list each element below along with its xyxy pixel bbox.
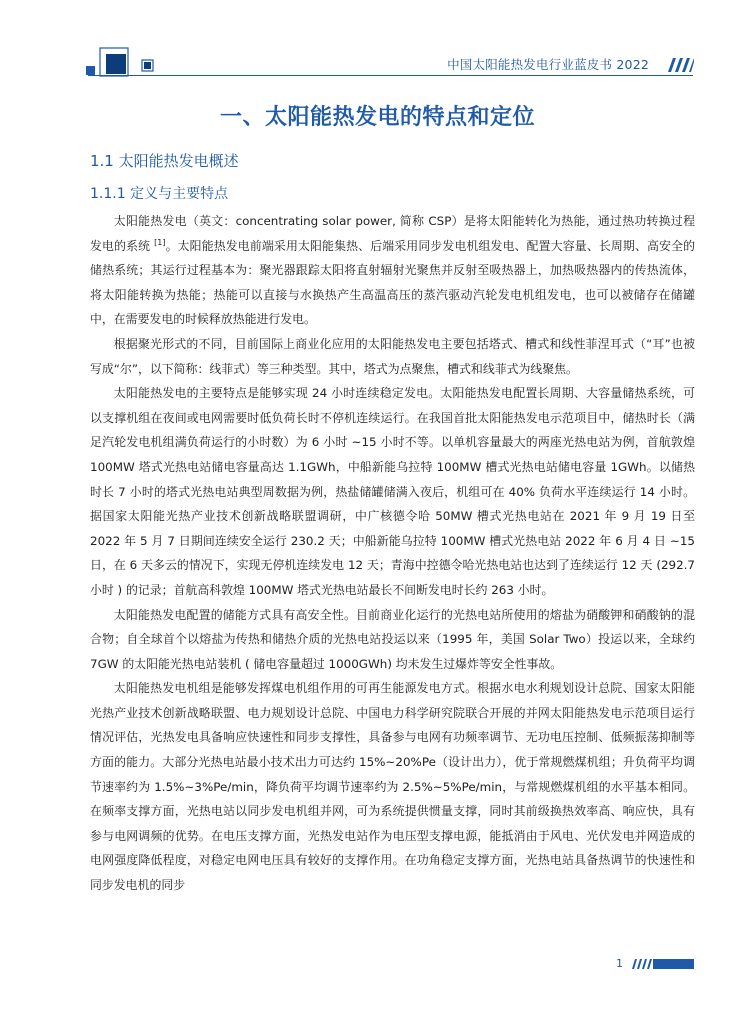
body-text [90,209,695,898]
header-rule [88,75,693,76]
paragraph-types: 根据聚光形式的不同，目前国际上商业化应用的太阳能热发电主要包括塔式、槽式和线性菲涅耳式（“耳”也被写成“尔”，以下简称：线菲式）等三种类型。其中，塔式为点聚焦，槽式和线菲式为线聚焦。 [90,336,695,376]
paragraph-safety: 太阳能热发电配置的储能方式具有高安全性。目前商业化运行的光热电站所使用的熔盐为硝酸钾和硝酸钠的混合物；自全球首个以熔盐为传热和储热介质的光热电站投运以来（1995 年，美国 Solar Two）投运以来，全球约 7GW 的太阳能光热电站装机 ( 储电容量超过 1000GWh) 均未发生过爆炸等安全性事故。 [90,607,695,671]
page-title: 一、太阳能热发电的特点和定位 [219,105,535,130]
header-logo-squares [86,40,158,80]
paragraph-grid-support: 太阳能热发电机组是能够发挥煤电机组作用的可再生能源发电方式。根据水电水利规划设计总院、国家太阳能光热产业技术创新战略联盟、电力规划设计总院、中国电力科学研究院联合开展的并网太阳能热发电示范项目运行情况评估，光热发电具备响应快速性和同步支撑性，具备参与电网有功频率调节、无功电压控制、低频振荡抑制等方面的能力。大部分光热电站最小技术出力可达约 15%~20%Pe（设计出力），优于常规燃煤机组；升负荷平均调节速率约为 1.5%~3%Pe/min，降负荷平均调节速率约为 2.5%~5%Pe/min，与常规燃煤机组的水平基本相同。在频率支撑方面，光热电站以同步发电机组并网，可为系统提供惯量支撑，同时其前级换热效率高、响应快，具有参与电网调频的优势。在电压支撑方面，光热发电站作为电压型支撑电源，能抵消由于风电、光伏发电并网造成的电网强度降低程度，对稳定电网电压具有较好的支撑作用。在功角稳定支撑方面，光热电站具备热调节的快速性和同步发电机的同步 [90,681,695,893]
paragraph-definition-part1: 太阳能热发电（英文：concentrating solar power, 简称 CSP）是将太阳能转化为热能，通过热功转换过程发电的系统 [90,214,695,253]
subsection-heading: 1.1.1 定义与主要特点 [90,186,229,202]
header-title: 中国太阳能热发电行业蓝皮书 2022 [447,57,649,72]
paragraph-continuous-generation: 太阳能热发电的主要特点是能够实现 24 小时连续稳定发电。太阳能热发电配置长周期、大容量储热系统，可以支撑机组在夜间或电网需要时低负荷长时不停机连续运行。在我国首批太阳能热发电示范项目中，储热时长（满足汽轮发电机组满负荷运行的小时数）为 6 小时 ~15 小时不等。以单机容量最大的两座光热电站为例，首航敦煌 100MW 塔式光热电站储电容量高达 1.1GWh，中船新能乌拉特 100MW 槽式光热电站储电容量 1GWh。以储热时长 7 小时的塔式光热电站典型周数据为例，热盐储罐储满入夜后，机组可在 40% 负荷水平连续运行 14 小时。据国家太阳能光热产业技术创新战略联盟调研，中广核德令哈 50MW 槽式光热电站在 2021 年 9 月 19 日至 2022 年 5 月 7 日期间连续安全运行 230.2 天；中船新能乌拉特 100MW 槽式光热电站 2022 年 6 月 4 日 ~15 日，在 6 天多云的情况下，实现无停机连续发电 12 天；青海中控德令哈光热电站也达到了连续运行 12 天 (292.7 小时 ) 的记录；首航高科敦煌 100MW 塔式光热电站最长不间断发电时长约 263 小时。 [90,386,695,597]
footer-stripes-icon [630,959,694,969]
section-heading: 1.1 太阳能热发电概述 [90,152,239,170]
citation-marker: [1] [154,237,166,247]
paragraph-definition [90,209,695,332]
paragraph-definition-part2: 。太阳能热发电前端采用太阳能集热、后端采用同步发电机组发电、配置大容量、长周期、高安全的储热系统；其运行过程基本为：聚光器跟踪太阳将直射辐射光聚焦并反射至吸热器上，加热吸热器内的传热流体，将太阳能转换为热能；热能可以直接与水换热产生高温高压的蒸汽驱动汽轮发电机组发电，也可以被储存在储罐中，在需要发电的时候释放热能进行发电。 [90,238,695,327]
header-stripes-icon [664,58,694,72]
page-number: 1 [616,957,623,970]
